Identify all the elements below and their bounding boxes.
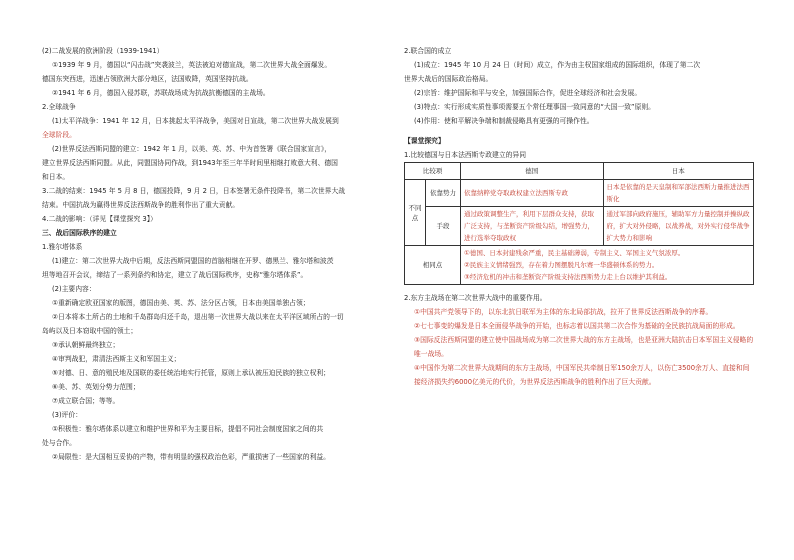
- line-0: (2)二战发展的欧洲阶段（1939-1941）: [42, 47, 164, 55]
- line-25: ⑦成立联合国；等等。: [52, 397, 120, 405]
- right-column: [404, 44, 754, 389]
- row2-germany: 通过政策调整生产，利用下层群众支持，获取广泛支持，与垄断资产阶级勾结，增强势力，进行选举夺取政权: [461, 207, 604, 246]
- point-3: ③国际反法西斯同盟的建立使中国战场成为第二次世界大战的东方主战场，也是亚洲大陆抗击日本军国主义侵略的唯一战场。: [414, 336, 754, 358]
- same-point-3: ③经济危机的冲击和垄断资产阶级支持法西斯势力走上台以维护其利益。: [464, 273, 672, 281]
- line-29: ②局限性：是大国相互妥协的产物，带有明显的强权政治色彩，严重损害了一些国家的利益。: [52, 453, 330, 461]
- line-14: 1.雅尔塔体系: [42, 243, 83, 251]
- header-japan: 日本: [603, 163, 754, 180]
- line-20: 岛屿以及日本窃取中国的领土；: [42, 327, 138, 335]
- line-9: 和日本。: [42, 173, 70, 181]
- diff-label: 不同点: [405, 180, 426, 246]
- point-4: ④中国作为第二次世界大战期间的东方主战场，中国军民共牵制日军150余万人，以伤亡3500余万人、直接和间接经济损失约6000亿美元的代价，为世界反法西斯战争的胜利作出了巨大贡献。: [414, 364, 750, 386]
- line-8: 建立世界反法西斯同盟。从此，同盟国协同作战，到1943年至三年半时间里相继打败意大利、德国: [42, 159, 338, 167]
- same-points: [461, 246, 754, 285]
- line-15: (1)建立：第二次世界大战中后期，反法西斯同盟国的首脑相继在开罗、德黑兰、雅尔塔和波茨: [52, 257, 334, 265]
- un-line-1: (1)成立：1945 年 10 月 24 日（时间）成立，作为由主权国家组成的国际组织，体现了第二次: [414, 61, 701, 69]
- line-1: ①1939 年 9 月，德国以“闪击战”突袭波兰，英法被迫对德宣战，第二次世界大战全面爆发。: [52, 61, 332, 69]
- line-22: ④审判战犯，肃清法西斯主义和军国主义；: [52, 355, 181, 363]
- header-germany: 德国: [461, 163, 604, 180]
- line-26: (3)评价：: [52, 411, 83, 419]
- line-11: 结束。中国抗战为赢得世界反法西斯战争的胜利作出了重大贡献。: [42, 201, 240, 209]
- line-10: 3.二战的结束：1945 年 5 月 8 日，德国投降，9 月 2 日，日本签署无条件投降书，第二次世界大战: [42, 187, 346, 195]
- line-17: (2)主要内容：: [52, 285, 96, 293]
- header-compare: 比较项: [405, 163, 461, 180]
- row1-japan: 日本是依靠的是天皇制和军部法西斯力量推进法西斯化: [603, 180, 754, 207]
- line-28: 处与合作。: [42, 439, 76, 447]
- question-1: 1.比较德国与日本法西斯专政建立的异同: [404, 151, 527, 159]
- explore-title: 【课堂探究】: [404, 137, 445, 145]
- line-4: 2.全球战争: [42, 103, 76, 111]
- row1-label: 依靠势力: [426, 180, 461, 207]
- line-27: ①积极性：雅尔塔体系以建立和维护世界和平为主要目标，提倡不同社会制度国家之间的共: [52, 425, 324, 433]
- row1-germany: 依靠纳粹党夺取政权建立法西斯专政: [461, 180, 604, 207]
- line-19: ②日本将本土所占的土地和千岛群岛归还千岛，退出第一次世界大战以来在太平洋区域所占的一切: [52, 313, 344, 321]
- un-heading: 2.联合国的成立: [404, 47, 452, 55]
- un-line-3: (2)宗旨：维护国际和平与安全，加强国际合作，促进全球经济和社会发展。: [414, 89, 642, 97]
- un-line-5: (4)作用：使和平解决争端和制裁侵略具有更强的可操作性。: [414, 117, 594, 125]
- line-21: ③承认朝鲜最终独立；: [52, 341, 120, 349]
- same-point-1: ①德国、日本封建残余严重，民主基础薄弱，专制主义、军国主义气氛浓厚。: [464, 249, 685, 257]
- line-18: ①重新确定欧亚国家的版图，德国由美、英、苏、法分区占领，日本由美国单独占领；: [52, 299, 310, 307]
- section-heading: 三、战后国际秩序的建立: [42, 229, 117, 237]
- comparison-table: [404, 162, 754, 285]
- point-1: ①中国共产党领导下的，以东北抗日联军为主体的东北局部抗战，拉开了世界反法西斯战争的序幕。: [414, 308, 713, 316]
- un-line-4: (3)特点：实行形成实质性事项需要五个常任理事国一致同意的“大国一致”原则。: [414, 103, 655, 111]
- line-2: 德国东突西进，迅速占领欧洲大部分地区，法国败降，英国坚持抗战。: [42, 75, 253, 83]
- question-2: 2.东方主战场在第二次世界大战中的重要作用。: [404, 294, 547, 302]
- same-point-2: ②民族主义情绪强烈，存在着力图摆脱凡尔赛一华盛顿体系的势力。: [464, 261, 659, 269]
- same-label: 相同点: [405, 246, 461, 285]
- row2-label: 手段: [426, 207, 461, 246]
- line-16: 坦等地召开会议，缔结了一系列条约和协定，建立了战后国际秩序，史称“雅尔塔体系”。: [42, 271, 308, 279]
- row2-japan: 通过军部向政府施压，辅助军方力量控制并操纵政府，扩大对外侵略，以战养战，对外实行侵华战争扩大势力和影响: [603, 207, 754, 246]
- line-5: (1)太平洋战争：1941 年 12 月，日本挑起太平洋战争，美国对日宣战，第二次世界大战发展到: [52, 117, 339, 125]
- left-column: [42, 44, 390, 464]
- un-line-2: 世界大战后的国际政治格局。: [404, 75, 493, 83]
- point-2: ②七七事变的爆发是日本全面侵华战争的开始，也标志着以国共第二次合作为基础的全民族抗战局面的形成。: [414, 322, 740, 330]
- line-24: ⑥美、苏、英划分势力范围；: [52, 383, 140, 391]
- line-7: (2)世界反法西斯同盟的建立：1942 年 1 月，以美、英、苏、中为首签署《联合国家宣言》，: [52, 145, 332, 153]
- line-6: 全球阶段。: [42, 131, 76, 139]
- line-3: ②1941 年 6 月，德国入侵苏联，苏联战场成为抗战抗衡德国的主战场。: [52, 89, 270, 97]
- line-12: 4.二战的影响：（详见【课堂探究 3】）: [42, 215, 157, 223]
- line-23: ⑤对德、日、意的殖民地及国联的委任统治地实行托管，原则上承认被压迫民族的独立权利；: [52, 369, 330, 377]
